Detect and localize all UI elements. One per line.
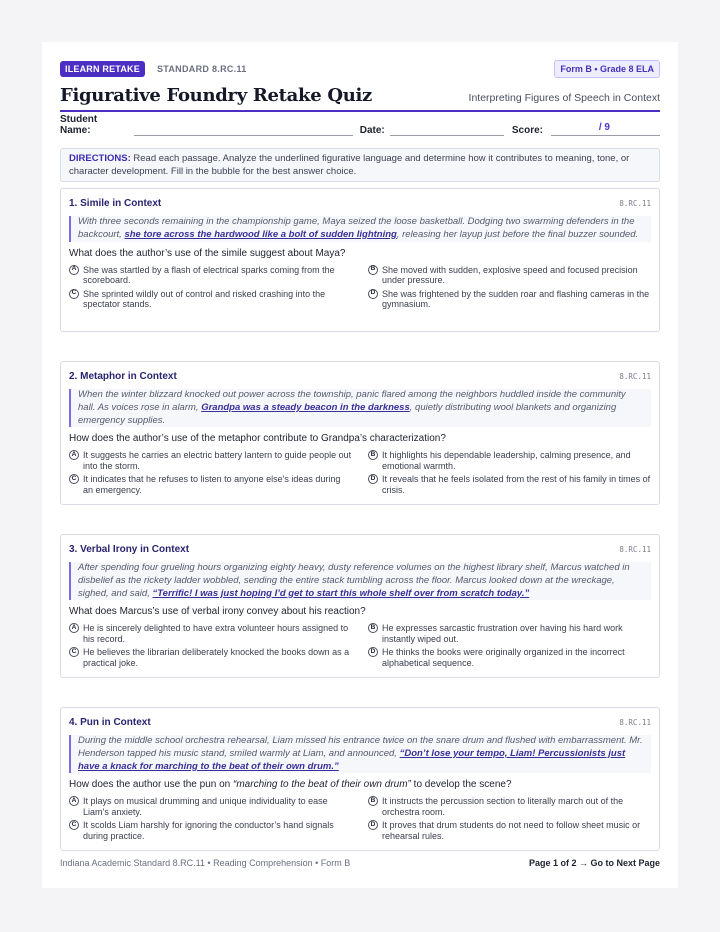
answer-option[interactable] <box>368 623 651 644</box>
answer-bubble[interactable]: C <box>69 820 79 830</box>
score-total: / 9 <box>598 122 610 133</box>
answer-text: He thinks the books were originally organized in the incorrect alphabetical sequence. <box>382 647 625 668</box>
form-badge: Form B • Grade 8 ELA <box>554 60 660 78</box>
passage-text: , quietly distributing wool blankets and organizing emergency supplies. <box>78 401 617 426</box>
answer-option[interactable] <box>368 265 651 286</box>
answer-bubble[interactable]: A <box>69 623 79 633</box>
answer-options <box>69 623 651 668</box>
figurative-phrase: “Don’t lose your tempo, Liam! Percussionists just have a knack for marching to the beat of their own drum.” <box>78 747 626 772</box>
answer-option[interactable] <box>69 820 352 841</box>
question-title: 3. Verbal Irony in Context <box>69 543 190 555</box>
question-stem <box>69 248 651 259</box>
answer-option[interactable] <box>368 289 651 310</box>
answer-bubble[interactable]: C <box>69 289 79 299</box>
stem-text: to develop the scene? <box>410 779 512 791</box>
passage-text: During the middle school orchestra rehearsal, Liam missed his entrance twice on the snare drum and flushed with embarrassment. Mr. Henderson tapped his music stand, smiled warmly at Liam, and announced, <box>78 735 643 759</box>
stem-text: What does Marcus’s use of verbal irony convey about his reaction? <box>69 606 366 618</box>
answer-text: It reveals that he feels isolated from the rest of his family in times of crisis. <box>382 474 651 495</box>
answer-bubble[interactable]: D <box>368 289 378 299</box>
question-header <box>69 543 651 555</box>
passage <box>69 389 651 427</box>
question-stem <box>69 433 651 444</box>
page-title: Figurative Foundry Retake Quiz <box>60 85 372 106</box>
answer-bubble[interactable]: A <box>69 450 79 460</box>
stem-text: What does the author’s use of the simile suggest about Maya? <box>69 247 346 259</box>
answer-options <box>69 450 651 495</box>
directions-label: DIRECTIONS: <box>69 153 131 164</box>
student-name-field[interactable] <box>134 124 352 136</box>
page-content <box>60 60 660 841</box>
header-main <box>60 82 660 112</box>
question-card <box>60 361 660 505</box>
stem-text: How does the author’s use of the metaphor contribute to Grandpa’s characterization? <box>69 433 446 445</box>
question-title: 2. Metaphor in Context <box>69 370 177 382</box>
answer-text: She was startled by a flash of electrical sparks coming from the scoreboard. <box>83 264 335 286</box>
answer-text: It indicates that he refuses to listen to anyone else's ideas during an emergency. <box>83 474 341 495</box>
question-stem <box>69 606 651 617</box>
answer-text: It scolds Liam harshly for ignoring the conductor’s hand signals during practice. <box>83 820 334 841</box>
question-card <box>60 188 660 332</box>
answer-option[interactable] <box>368 450 651 471</box>
passage <box>69 216 651 242</box>
answer-bubble[interactable]: B <box>368 450 378 460</box>
score-label: Score: <box>511 125 543 136</box>
answer-text: He is sincerely delighted to have extra volunteer hours assigned to his record. <box>83 623 349 644</box>
question-header <box>69 197 651 209</box>
answer-option[interactable] <box>368 820 651 841</box>
answer-options <box>69 796 651 841</box>
answer-bubble[interactable]: B <box>368 265 378 275</box>
answer-text: She sprinted wildly out of control and risked crashing into the spectator stands. <box>83 288 326 310</box>
figurative-phrase: “Terrific! I was just hoping I’d get to start this whole shelf over from scratch today.” <box>152 587 530 599</box>
answer-bubble[interactable]: C <box>69 474 79 484</box>
question-title: 1. Simile in Context <box>69 197 162 209</box>
question-card <box>60 707 660 851</box>
answer-option[interactable] <box>69 474 352 495</box>
answer-option[interactable] <box>69 796 352 817</box>
figurative-phrase: Grandpa was a steady beacon in the darkness <box>201 401 410 413</box>
stem-text: How does the author use the pun on <box>69 779 234 791</box>
answer-text: She was frightened by the sudden roar and flashing cameras in the gymnasium. <box>382 288 650 310</box>
answer-option[interactable] <box>69 647 352 668</box>
date-field[interactable] <box>390 124 504 136</box>
answer-option[interactable] <box>368 647 651 668</box>
question-card <box>60 534 660 678</box>
answer-option[interactable] <box>69 265 352 286</box>
answer-text: It proves that drum students do not need to follow sheet music or rehearsal rules. <box>382 820 641 841</box>
answer-option[interactable] <box>69 623 352 644</box>
question-standard: 8.RC.11 <box>619 198 651 208</box>
answer-bubble[interactable]: A <box>69 796 79 806</box>
question-header <box>69 370 651 382</box>
answer-text: It suggests he carries an electric battery lantern to guide people out into the storm. <box>83 450 352 471</box>
answer-text: It plays on musical drumming and unique individuality to ease Liam’s anxiety. <box>83 796 328 817</box>
answer-option[interactable] <box>69 289 352 310</box>
answer-bubble[interactable]: D <box>368 820 378 830</box>
date-label: Date: <box>359 125 385 136</box>
question-standard: 8.RC.11 <box>619 717 651 727</box>
figurative-phrase: she tore across the hardwood like a bolt of sudden lightning <box>124 228 397 240</box>
footer-standard-note: Indiana Academic Standard 8.RC.11 • Reading Comprehension • Form B <box>60 858 351 868</box>
answer-option[interactable] <box>69 450 352 471</box>
directions-box <box>60 148 660 182</box>
page-subtitle: Interpreting Figures of Speech in Context <box>468 92 660 104</box>
answer-bubble[interactable]: D <box>368 647 378 657</box>
answer-bubble[interactable]: C <box>69 647 79 657</box>
question-standard: 8.RC.11 <box>619 544 651 554</box>
answer-text: He believes the librarian deliberately knocked the books down as a practical joke. <box>83 647 350 668</box>
question-header <box>69 716 651 728</box>
answer-text: It highlights his dependable leadership, calming presence, and emotional warmth. <box>382 450 631 471</box>
answer-text: It instructs the percussion section to literally march out of the orchestra room. <box>382 796 624 817</box>
passage-text: When the winter blizzard knocked out power across the township, panic flared among the neighbors huddled inside the community hall. As voices rose in alarm, <box>78 389 626 413</box>
directions-text: Read each passage. Analyze the underlined figurative language and determine how it contributes to meaning, tone, or character development. Fill in the bubble for the best answer choice. <box>69 153 630 177</box>
next-page-link[interactable]: Page 1 of 2 → Go to Next Page <box>528 858 660 868</box>
question-standard: 8.RC.11 <box>619 371 651 381</box>
passage-text: , releasing her layup just before the final buzzer sounded. <box>396 228 639 240</box>
answer-bubble[interactable]: A <box>69 265 79 275</box>
stem-quoted-phrase: “marching to the beat of their own drum” <box>233 779 411 791</box>
answer-text: She moved with sudden, explosive speed and focused precision under pressure. <box>382 264 638 286</box>
header-top <box>60 60 660 78</box>
answer-bubble[interactable]: B <box>368 796 378 806</box>
student-info-row <box>60 114 660 136</box>
answer-bubble[interactable]: B <box>368 623 378 633</box>
passage <box>69 562 651 600</box>
answer-options <box>69 265 651 310</box>
answer-option[interactable] <box>368 474 651 495</box>
passage-text: After spending four grueling hours organizing eighty heavy, dusty reference volumes on the highest library shelf, Marcus watched in disbelief as the rickety ladder wobbled, sending the entire stack tumbling across the floor. Marcus looked down at the wreckage, sighed, and said, <box>78 562 630 599</box>
question-stem <box>69 779 651 790</box>
student-name-label: Student Name: <box>60 114 98 136</box>
score-field[interactable] <box>551 122 660 136</box>
passage-text: With three seconds remaining in the championship game, Maya seized the loose basketball. Dodging two swarming defenders in the backcourt, <box>78 216 635 240</box>
quiz-page <box>42 42 678 888</box>
answer-option[interactable] <box>368 796 651 817</box>
passage <box>69 735 651 773</box>
question-title: 4. Pun in Context <box>69 716 151 728</box>
answer-text: He expresses sarcastic frustration over having his hard work instantly wiped out. <box>382 623 623 644</box>
standard-label: STANDARD 8.RC.11 <box>156 64 247 74</box>
page-footer <box>60 858 660 868</box>
program-badge: ILEARN RETAKE <box>60 61 145 77</box>
answer-bubble[interactable]: D <box>368 474 378 484</box>
